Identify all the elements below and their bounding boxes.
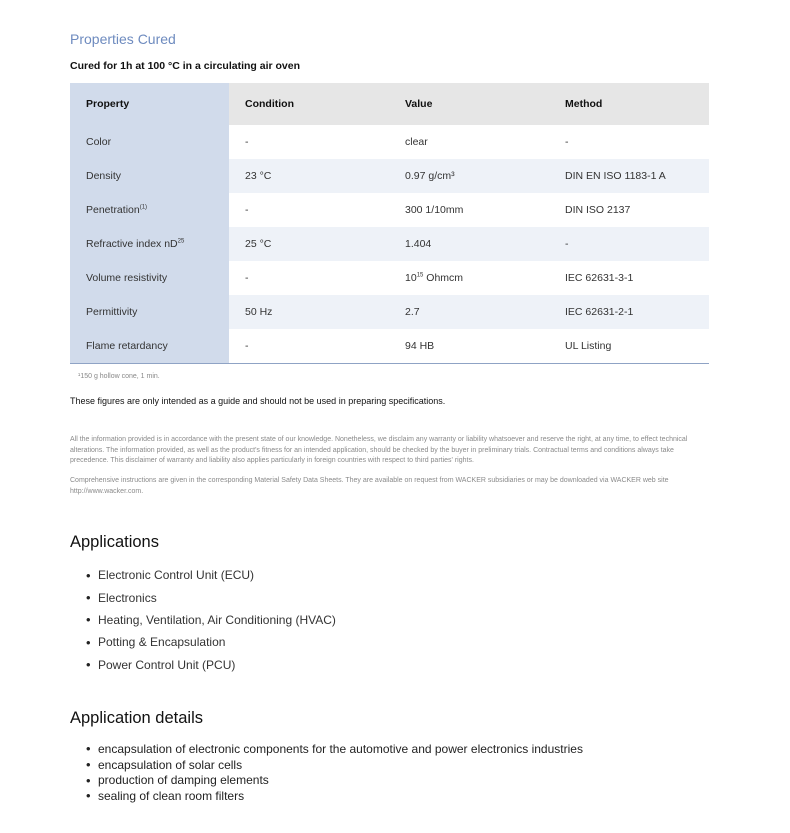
header-method: Method: [549, 83, 709, 125]
cell-condition: 23 °C: [229, 159, 389, 193]
applications-heading: Applications: [70, 533, 159, 551]
cell-condition: -: [245, 204, 249, 216]
safety-instructions-text: Comprehensive instructions are given in the corresponding Material Safety Data Sheets. They are available on request from WACKER subsidiaries or may be downloaded via WACKER web site http://www.wacker.com.: [70, 477, 669, 495]
list-item: • encapsulation of solar cells: [86, 757, 583, 773]
list-item: • sealing of clean room filters: [86, 788, 583, 804]
table-row: [70, 125, 709, 159]
cell-property: Volume resistivity: [70, 261, 229, 295]
table-header-row: [70, 83, 709, 125]
cell-property: Density: [70, 159, 229, 193]
table-row: [70, 261, 709, 295]
properties-table: [70, 83, 709, 364]
table-row: [70, 227, 709, 261]
cell-method: IEC 62631-3-1: [565, 272, 634, 284]
list-item: • Electronic Control Unit (ECU): [86, 564, 336, 586]
table-row: [70, 159, 709, 193]
cell-method: IEC 62631-2-1: [549, 295, 709, 329]
list-item: • Heating, Ventilation, Air Conditioning (HVAC): [86, 609, 336, 631]
cell-property: Flame retardancy: [70, 329, 229, 363]
list-item: • Potting & Encapsulation: [86, 631, 336, 653]
list-item: • production of damping elements: [86, 772, 583, 788]
applications-list: [86, 564, 336, 676]
application-details-list: [86, 741, 583, 804]
list-item: • encapsulation of electronic components for the automotive and power electronics industries: [86, 741, 583, 757]
guide-note: These figures are only intended as a guide and should not be used in preparing specifications.: [70, 396, 446, 406]
cell-property: Refractive index $nD^{25}$: [70, 227, 229, 261]
cell-value: $10^{15}$ Ohmcm: [405, 272, 464, 284]
cell-condition: -: [245, 272, 249, 284]
header-condition: Condition: [229, 83, 389, 125]
cell-property: Permittivity: [70, 295, 229, 329]
cell-value: 0.97 g/cm³: [389, 159, 549, 193]
cell-condition: -: [245, 136, 249, 148]
cell-method: -: [565, 136, 569, 148]
cell-property: Color: [70, 125, 229, 159]
cell-value: 1.404: [389, 227, 549, 261]
cell-condition: 50 Hz: [229, 295, 389, 329]
cell-property: Penetration$^{(1)}$: [70, 193, 229, 227]
cell-value: 94 HB: [389, 329, 549, 363]
header-property: Property: [70, 83, 229, 125]
application-details-heading: Application details: [70, 709, 203, 727]
cell-method: -: [549, 227, 709, 261]
cell-method: DIN EN ISO 1183-1 A: [549, 159, 709, 193]
penetration-footnote: ¹150 g hollow cone, 1 min.: [78, 373, 160, 380]
cell-condition: 25 °C: [229, 227, 389, 261]
table-row: [70, 329, 709, 363]
cell-value: 2.7: [389, 295, 549, 329]
cell-method: DIN ISO 2137: [565, 204, 631, 216]
cell-method: UL Listing: [549, 329, 709, 363]
table-row: [70, 295, 709, 329]
cell-value: 300 1/10mm: [405, 204, 464, 216]
list-item: • Power Control Unit (PCU): [86, 654, 336, 676]
cell-value: clear: [405, 136, 428, 148]
header-value: Value: [389, 83, 549, 125]
list-item: • Electronics: [86, 586, 336, 608]
cell-condition: -: [229, 329, 389, 363]
cure-conditions-subtitle: Cured for 1h at 100 °C in a circulating air oven: [70, 60, 301, 72]
table-row: [70, 193, 709, 227]
disclaimer-text: All the information provided is in accordance with the present state of our knowledge. Nonetheless, we disclaim any warranty or liability whatsoever and reserve the right, at any time, to effect technical alterations. The information provided, as well as the product's fitness for an intended application, should be checked by the buyer in preliminary trials. Contractual terms and conditions always take precedence. This disclaimer of warranty and liability also applies particularly in foreign countries with respect to third parties' rights.: [70, 436, 688, 464]
properties-cured-title: Properties Cured: [70, 31, 176, 47]
